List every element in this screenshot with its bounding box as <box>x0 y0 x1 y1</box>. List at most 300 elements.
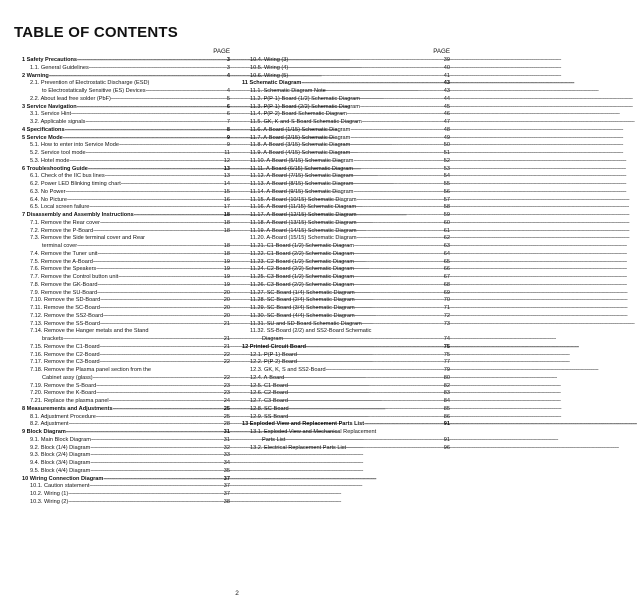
toc-entry-label: Diagram <box>262 336 284 342</box>
toc-entry-label: 11.21. C1-Board (1/2) Schematic Diagram <box>250 243 355 249</box>
dot-leader <box>362 119 443 127</box>
toc-subsection-entry[interactable] <box>22 181 230 189</box>
toc-entry-page: 20 <box>223 297 230 304</box>
toc-subsection-entry[interactable] <box>22 197 230 205</box>
toc-subsection-entry[interactable] <box>242 352 450 360</box>
dot-leader <box>119 142 226 150</box>
toc-entry-label: 7.10. Remove the SD-Board <box>30 297 101 304</box>
toc-entry-page: 34 <box>223 460 230 466</box>
toc-entry-page: 5 <box>226 95 230 102</box>
toc-subsection-entry[interactable] <box>22 367 230 375</box>
toc-subsection-entry[interactable] <box>242 290 450 298</box>
toc-subsection-entry[interactable] <box>22 483 230 491</box>
toc-subsection-entry[interactable] <box>22 220 230 228</box>
toc-subsection-entry[interactable] <box>242 313 450 321</box>
toc-entry-page: 58 <box>443 204 450 211</box>
toc-entry-page: 4 <box>226 72 230 79</box>
toc-entry-page: 55 <box>443 181 450 187</box>
toc-entry-label: 5.2. Service tool mode <box>30 150 86 156</box>
dot-leader <box>364 421 443 429</box>
dot-leader <box>357 197 443 205</box>
toc-subsection-entry[interactable] <box>242 429 450 437</box>
toc-entry-page: 45 <box>443 103 450 110</box>
toc-entry-page: 52 <box>443 157 450 164</box>
toc-entry-page: 40 <box>443 64 450 71</box>
toc-subsection-entry[interactable] <box>242 173 450 181</box>
toc-subsection-entry[interactable] <box>22 158 230 166</box>
toc-entry-label: 7.20. Remove the K-Board <box>30 390 97 397</box>
toc-entry-page: 50 <box>443 142 450 149</box>
toc-entry-page: 66 <box>443 266 450 273</box>
toc-entry-page: 53 <box>443 165 450 172</box>
toc-entry-page: 9 <box>226 134 230 141</box>
toc-subsection-entry[interactable] <box>22 390 230 398</box>
toc-entry-label: 11.17. A-Board (12/15) Schematic Diagram <box>250 212 357 218</box>
toc-entry-label: 11.27. SC-Board (1/4) Schematic Diagram <box>250 289 355 296</box>
toc-entry-page: 79 <box>443 367 450 373</box>
toc-entry-page: 43 <box>443 80 450 87</box>
toc-entry-page: 31 <box>223 429 230 435</box>
toc-subsection-entry[interactable] <box>22 88 230 96</box>
toc-entry-page: 41 <box>443 72 450 79</box>
toc-subsection-entry[interactable] <box>242 406 450 414</box>
toc-subsection-entry[interactable] <box>22 437 230 445</box>
toc-entry-page: 6 <box>226 111 230 118</box>
toc-entry-label: 11.18. A-Board (13/15) Schematic Diagram <box>250 219 357 226</box>
toc-entry-label: 11.13. A-Board (8/15) Schematic Diagram <box>250 181 354 187</box>
dot-leader <box>65 189 222 197</box>
toc-entry-label: 12.4. A-Board <box>250 374 285 381</box>
toc-entry-page: 14 <box>223 181 230 187</box>
toc-subsection-entry[interactable] <box>242 383 450 391</box>
toc-entry-page: 25 <box>223 413 230 420</box>
toc-entry-page: 75 <box>443 351 450 358</box>
toc-subsection-entry[interactable] <box>22 119 230 127</box>
toc-subsection-entry[interactable] <box>242 119 450 127</box>
toc-subsection-entry[interactable] <box>22 313 230 321</box>
toc-entry-page: 44 <box>443 95 450 102</box>
toc-entry-page: 12 <box>223 157 230 164</box>
toc-entry-page: 31 <box>223 436 230 443</box>
toc-entry-label: 12.8. SC-Board <box>250 405 289 412</box>
toc-entry-page: 84 <box>443 398 450 404</box>
toc-subsection-entry[interactable] <box>22 297 230 305</box>
toc-subsection-entry[interactable] <box>22 375 230 383</box>
dot-leader <box>354 266 443 274</box>
toc-entry-label: 11.12. A-Board (7/15) Schematic Diagram <box>250 173 354 180</box>
toc-subsection-entry[interactable] <box>22 452 230 460</box>
dot-leader <box>49 73 226 81</box>
toc-entry-page: 33 <box>223 452 230 459</box>
toc-entry-label: 11.26. C3-Board (2/2) Schematic Diagram <box>250 281 355 288</box>
toc-subsection-entry[interactable] <box>22 204 230 212</box>
toc-subsection-entry[interactable] <box>22 243 230 251</box>
toc-subsection-entry[interactable] <box>242 414 450 422</box>
toc-entry-label: 10.3. Wiring (2) <box>30 498 69 505</box>
dot-leader <box>100 344 223 352</box>
toc-entry-page: 35 <box>223 467 230 474</box>
toc-entry-page: 91 <box>443 421 450 428</box>
toc-subsection-entry[interactable] <box>22 290 230 298</box>
toc-section-entry[interactable] <box>22 212 230 220</box>
toc-subsection-entry[interactable] <box>22 235 230 243</box>
dot-leader <box>346 445 443 453</box>
toc-subsection-entry[interactable] <box>22 352 230 360</box>
toc-entry-page: 22 <box>223 351 230 358</box>
toc-subsection-entry[interactable] <box>242 197 450 205</box>
toc-section-entry[interactable] <box>22 104 230 112</box>
toc-entry-label: 6.4. No Picture <box>30 196 67 203</box>
dot-leader <box>68 491 223 499</box>
toc-subsection-entry[interactable] <box>22 259 230 267</box>
toc-subsection-entry[interactable] <box>22 344 230 352</box>
toc-entry-label: 8.2. Adjustment <box>30 421 69 428</box>
toc-subsection-entry[interactable] <box>22 398 230 406</box>
toc-entry-page: 19 <box>223 281 230 288</box>
toc-subsection-entry[interactable] <box>22 460 230 468</box>
toc-subsection-entry[interactable] <box>242 135 450 143</box>
toc-entry-page: 17 <box>223 204 230 211</box>
toc-entry-page: 23 <box>223 390 230 397</box>
toc-entry-label: to Electrostatically Sensitive (ES) Devices <box>42 88 146 94</box>
toc-entry-page: 6 <box>226 103 230 110</box>
dot-leader <box>134 212 223 220</box>
toc-entry-page: 47 <box>443 119 450 125</box>
toc-section-entry[interactable] <box>22 57 230 65</box>
page-title: TABLE OF CONTENTS <box>14 24 178 41</box>
toc-entry-page: 20 <box>223 289 230 296</box>
toc-subsection-entry[interactable] <box>22 142 230 150</box>
toc-entry-label: 1.1. General Guidelines <box>30 64 89 71</box>
toc-subsection-entry[interactable] <box>242 204 450 212</box>
dot-leader <box>97 290 223 298</box>
dot-leader <box>90 460 222 468</box>
toc-section-entry[interactable] <box>242 80 450 88</box>
toc-subsection-entry[interactable] <box>242 336 450 344</box>
toc-subsection-entry[interactable] <box>242 375 450 383</box>
dot-leader <box>353 173 442 181</box>
toc-entry-page: 37 <box>223 491 230 497</box>
toc-subsection-entry[interactable] <box>242 181 450 189</box>
toc-entry-page: 96 <box>443 444 450 451</box>
toc-entry-page: 63 <box>443 243 450 249</box>
dot-leader <box>353 181 442 189</box>
toc-entry-label: 10.1. Caution statement <box>30 483 90 490</box>
dot-leader <box>100 220 223 228</box>
toc-entry-label: 3.2. Applicable signals <box>30 119 86 125</box>
dot-leader <box>77 243 223 251</box>
toc-subsection-entry[interactable] <box>22 173 230 181</box>
toc-subsection-entry[interactable] <box>242 57 450 65</box>
toc-entry-page: 67 <box>443 274 450 280</box>
toc-entry-page: 59 <box>443 212 450 218</box>
toc-section-entry[interactable] <box>22 73 230 81</box>
toc-subsection-entry[interactable] <box>22 491 230 499</box>
toc-entry-label: 5.1. How to enter into Service Mode <box>30 142 119 149</box>
dot-leader <box>103 313 223 321</box>
toc-entry-page: 13 <box>223 173 230 180</box>
dot-leader <box>357 228 443 236</box>
dot-leader <box>283 336 443 344</box>
toc-entry-page: 18 <box>223 227 230 234</box>
dot-leader <box>306 344 443 352</box>
toc-section-entry[interactable] <box>22 429 230 437</box>
toc-section-entry[interactable] <box>242 344 450 352</box>
toc-subsection-entry[interactable] <box>22 328 230 336</box>
toc-entry-label: 11.15. A-Board (10/15) Schematic Diagram <box>250 196 357 203</box>
toc-subsection-entry[interactable] <box>22 80 230 88</box>
toc-entry-page: 37 <box>223 475 230 482</box>
toc-subsection-entry[interactable] <box>22 96 230 104</box>
toc-subsection-entry[interactable] <box>22 359 230 367</box>
dot-leader <box>100 359 223 367</box>
toc-entry-label: 8.1. Adjustment Procedure <box>30 413 96 420</box>
dot-leader <box>113 406 223 414</box>
toc-subsection-entry[interactable] <box>242 297 450 305</box>
dot-leader <box>360 104 443 112</box>
toc-section-entry[interactable] <box>22 166 230 174</box>
toc-subsection-entry[interactable] <box>242 111 450 119</box>
toc-entry-label: 5 Service Mode <box>22 134 63 141</box>
toc-entry-page: 64 <box>443 250 450 257</box>
toc-entry-label: 11 Schematic Diagram <box>242 80 302 87</box>
toc-entry-page: 20 <box>223 305 230 311</box>
toc-section-entry[interactable] <box>242 421 450 429</box>
toc-entry-label: Parts List <box>262 436 286 443</box>
toc-entry-page: 61 <box>443 227 450 234</box>
toc-entry-label: 11.1. Schematic Diagram Note <box>250 88 326 94</box>
dot-leader <box>284 375 443 383</box>
dot-leader <box>109 398 223 406</box>
toc-entry-label: 11.2. P(P-1)-Board (1/2) Schematic Diagram <box>250 95 360 102</box>
toc-entry-label: 7.18. Remove the Plasma panel section from the <box>30 367 151 373</box>
dot-leader <box>96 383 223 391</box>
toc-entry-label: 11.25. C3-Board (1/2) Schematic Diagram <box>250 274 355 280</box>
dot-leader <box>96 414 223 422</box>
toc-subsection-entry[interactable] <box>22 336 230 344</box>
toc-subsection-entry[interactable] <box>242 127 450 135</box>
toc-entry-page: 9 <box>226 142 230 149</box>
toc-column-left <box>22 48 230 507</box>
dot-leader <box>288 73 443 81</box>
toc-entry-page: 85 <box>443 405 450 412</box>
dot-leader <box>288 65 443 73</box>
toc-subsection-entry[interactable] <box>242 274 450 282</box>
toc-entry-page: 60 <box>443 219 450 226</box>
toc-subsection-entry[interactable] <box>242 367 450 375</box>
toc-subsection-entry[interactable] <box>22 189 230 197</box>
toc-subsection-entry[interactable] <box>22 274 230 282</box>
toc-entry-label: 6 Troubleshooting Guide <box>22 165 88 172</box>
dot-leader <box>66 429 223 437</box>
toc-subsection-entry[interactable] <box>242 251 450 259</box>
dot-leader <box>63 336 223 344</box>
toc-subsection-entry[interactable] <box>242 166 450 174</box>
toc-entry-label: 8 Measurements and Adjustments <box>22 405 113 412</box>
dot-leader <box>89 65 226 73</box>
toc-subsection-entry[interactable] <box>22 383 230 391</box>
toc-subsection-entry[interactable] <box>242 282 450 290</box>
toc-subsection-entry[interactable] <box>22 266 230 274</box>
toc-subsection-entry[interactable] <box>242 445 450 453</box>
toc-subsection-entry[interactable] <box>242 266 450 274</box>
toc-entry-label: 11.20. A-Board (15/15) Schematic Diagram <box>250 235 357 242</box>
toc-entry-page: 39 <box>443 57 450 63</box>
toc-entry-page: 77 <box>443 359 450 366</box>
toc-entry-page: 18 <box>223 212 230 218</box>
toc-subsection-entry[interactable] <box>22 228 230 236</box>
toc-entry-label: 13.1. Exploded View and Mechanical Replacement <box>250 429 377 435</box>
toc-subsection-entry[interactable] <box>242 150 450 158</box>
toc-section-entry[interactable] <box>22 135 230 143</box>
toc-subsection-entry[interactable] <box>242 228 450 236</box>
dot-leader <box>297 352 443 360</box>
toc-subsection-entry[interactable] <box>22 65 230 73</box>
dot-leader <box>288 398 443 406</box>
dot-leader <box>356 204 443 212</box>
toc-subsection-entry[interactable] <box>242 390 450 398</box>
page-column-header: PAGE <box>213 48 230 55</box>
toc-entry-page: 74 <box>443 336 450 342</box>
toc-entry-label: 2 Warning <box>22 72 49 79</box>
dot-leader <box>350 135 442 143</box>
toc-entry-page: 23 <box>223 382 230 389</box>
toc-entry-label: 7.12. Remove the SS2-Board <box>30 312 104 319</box>
toc-subsection-entry[interactable] <box>22 305 230 313</box>
toc-entry-label: 1 Safety Precautions <box>22 57 78 63</box>
toc-subsection-entry[interactable] <box>242 73 450 81</box>
dot-leader <box>67 197 223 205</box>
toc-subsection-entry[interactable] <box>242 212 450 220</box>
toc-subsection-entry[interactable] <box>242 259 450 267</box>
dot-leader <box>355 313 443 321</box>
toc-entry-page: 22 <box>223 359 230 366</box>
toc-entry-label: 13 Exploded View and Replacement Parts List <box>242 421 365 428</box>
dot-leader <box>93 228 223 236</box>
dot-leader <box>362 321 443 329</box>
toc-subsection-entry[interactable] <box>242 328 450 336</box>
dot-leader <box>69 421 223 429</box>
toc-entry-page: 15 <box>223 188 230 195</box>
dot-leader <box>357 212 443 220</box>
toc-subsection-entry[interactable] <box>22 150 230 158</box>
toc-entry-label: 11.16. A-Board (11/15) Schematic Diagram <box>250 204 357 211</box>
toc-entry-label: 11.9. A-Board (4/15) Schematic Diagram <box>250 150 351 156</box>
toc-subsection-entry[interactable] <box>242 398 450 406</box>
toc-entry-page: 54 <box>443 173 450 180</box>
toc-entry-label: 7.21. Replace the plasma panel <box>30 398 109 404</box>
dot-leader <box>90 468 222 476</box>
dot-leader <box>288 383 443 391</box>
toc-entry-page: 48 <box>443 126 450 133</box>
toc-entry-page: 73 <box>443 320 450 327</box>
toc-entry-page: 49 <box>443 134 450 141</box>
toc-subsection-entry[interactable] <box>22 111 230 119</box>
toc-entry-page: 86 <box>443 413 450 420</box>
dot-leader <box>357 220 443 228</box>
dot-leader <box>97 251 222 259</box>
toc-section-entry[interactable] <box>22 406 230 414</box>
toc-subsection-entry[interactable] <box>242 305 450 313</box>
toc-subsection-entry[interactable] <box>22 445 230 453</box>
toc-entry-page: 32 <box>223 444 230 451</box>
toc-entry-label: 7.1. Remove the Rear cover <box>30 219 100 226</box>
toc-subsection-entry[interactable] <box>242 65 450 73</box>
toc-subsection-entry[interactable] <box>22 421 230 429</box>
dot-leader <box>355 290 443 298</box>
toc-subsection-entry[interactable] <box>242 142 450 150</box>
dot-leader <box>77 104 226 112</box>
toc-subsection-entry[interactable] <box>242 235 450 243</box>
toc-subsection-entry[interactable] <box>22 468 230 476</box>
toc-entry-page: 18 <box>223 250 230 257</box>
toc-subsection-entry[interactable] <box>242 104 450 112</box>
toc-subsection-entry[interactable] <box>242 243 450 251</box>
toc-subsection-entry[interactable] <box>22 499 230 507</box>
toc-subsection-entry[interactable] <box>22 414 230 422</box>
toc-subsection-entry[interactable] <box>242 96 450 104</box>
toc-entry-label: 6.5. Local screen failure <box>30 204 90 211</box>
toc-entry-label: 10 Wiring Connection Diagram <box>22 475 104 482</box>
toc-entry-page: 38 <box>223 498 230 505</box>
toc-entry-label: 7.19. Remove the S-Board <box>30 382 97 389</box>
dot-leader <box>354 259 443 267</box>
toc-entry-label: 11.24. C2-Board (2/2) Schematic Diagram <box>250 266 355 273</box>
dot-leader <box>350 142 442 150</box>
toc-subsection-entry[interactable] <box>22 251 230 259</box>
toc-subsection-entry[interactable] <box>242 359 450 367</box>
toc-entry-label: 11.31. SU and SD-Board Schematic Diagram <box>250 320 362 327</box>
toc-subsection-entry[interactable] <box>22 321 230 329</box>
toc-entry-label: 7.13. Remove the SS-Board <box>30 320 100 327</box>
dot-leader <box>90 452 222 460</box>
toc-entry-page: 82 <box>443 382 450 389</box>
dot-leader <box>347 111 443 119</box>
toc-subsection-entry[interactable] <box>242 321 450 329</box>
toc-entry-page: 70 <box>443 297 450 304</box>
toc-subsection-entry[interactable] <box>242 158 450 166</box>
toc-subsection-entry[interactable] <box>242 437 450 445</box>
dot-leader <box>70 158 223 166</box>
toc-entry-label: 11.19. A-Board (14/15) Schematic Diagram <box>250 227 357 234</box>
toc-subsection-entry[interactable] <box>22 282 230 290</box>
toc-subsection-entry[interactable] <box>242 220 450 228</box>
toc-subsection-entry[interactable] <box>242 88 450 96</box>
toc-entry-label: 11.14. A-Board (9/15) Schematic Diagram <box>250 188 354 195</box>
dot-leader <box>146 88 226 96</box>
dot-leader <box>63 135 226 143</box>
toc-entry-label: 2.1. Prevention of Electrostatic Discharge (ESD) <box>30 80 150 87</box>
toc-entry-label: 2.2. About lead free solder (PbF) <box>30 95 111 102</box>
toc-entry-page: 13 <box>223 165 230 172</box>
dot-leader <box>354 243 443 251</box>
toc-section-entry[interactable] <box>22 127 230 135</box>
toc-entry-label: 7.16. Remove the C2-Board <box>30 351 100 358</box>
toc-entry-page: 69 <box>443 289 450 296</box>
toc-entry-page: 65 <box>443 258 450 265</box>
toc-entry-label: 11.32. SS-Board (2/2) and SS2-Board Schematic <box>250 328 372 335</box>
toc-entry-label: 7.11. Remove the SC-Board <box>30 305 100 311</box>
toc-entry-page: 8 <box>226 126 230 133</box>
toc-entry-label: 12 Printed Circuit Board <box>242 343 307 350</box>
toc-section-entry[interactable] <box>22 476 230 484</box>
toc-subsection-entry[interactable] <box>242 189 450 197</box>
dot-leader <box>100 297 222 305</box>
toc-entry-label: 11.29. SC-Board (3/4) Schematic Diagram <box>250 305 355 311</box>
toc-entry-label: 11.30. SC-Board (4/4) Schematic Diagram <box>250 312 355 319</box>
toc-entry-label: 7.6. Remove the Speakers <box>30 266 97 273</box>
toc-entry-page: 37 <box>223 483 230 490</box>
